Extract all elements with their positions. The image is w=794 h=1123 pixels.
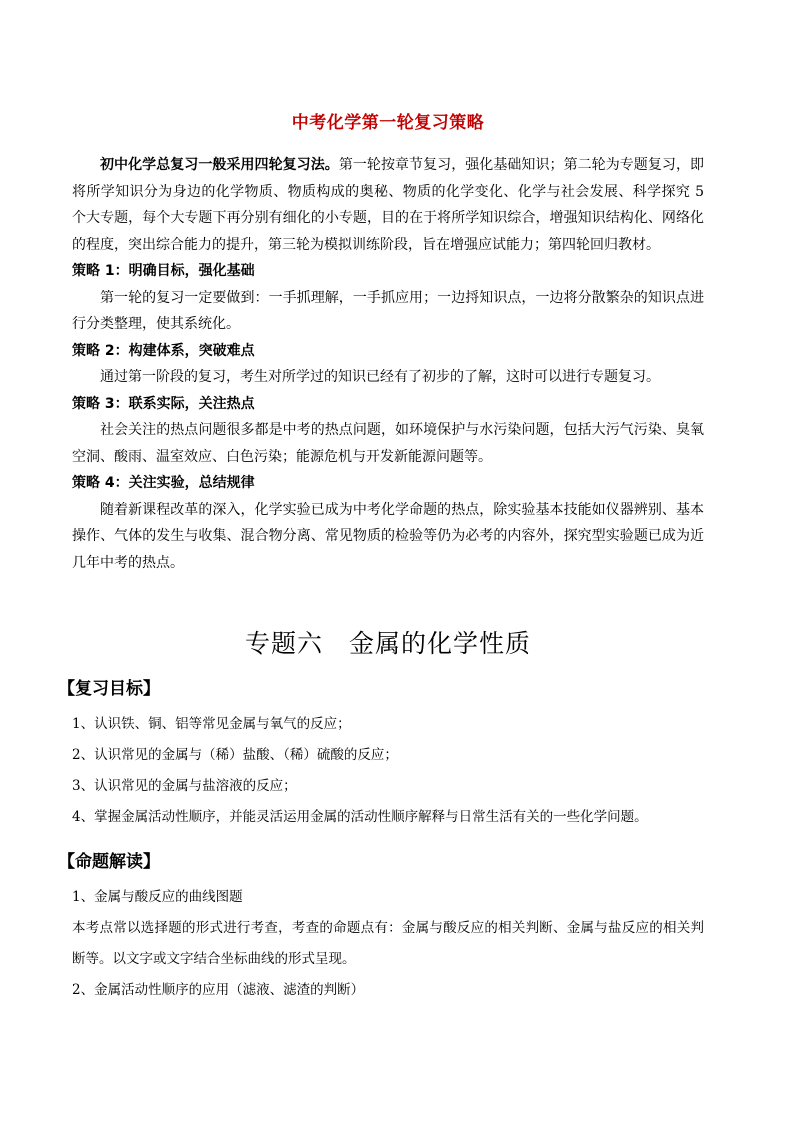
intro-text: 第一轮按章节复习，强化基础知识；第二轮为专题复习，即将所学知识分为身边的化学物质、物质构成的奥秘、物质的化学变化、化学与社会发展、科学探究 5 个大专题，每个大专题下再分别有细化的小专题，目的在于将所学知识综合，增强知识结构化、网络化的程度，突出综合能力的提升，第三轮为模拟训练阶段，旨在增强应试能力；第四轮回归教材。 — [72, 157, 705, 253]
analysis-item: 本考点常以选择题的形式进行考查，考查的命题点有：金属与酸反应的相关判断、金属与盐反应的相关判断等。以文字或文字结合坐标曲线的形式呈现。 — [72, 920, 704, 967]
strategy-2-heading: 策略 2：构建体系，突破难点 — [72, 342, 255, 359]
strategy-3-heading: 策略 3：联系实际，关注热点 — [72, 395, 255, 412]
analysis-item: 2、金属活动性顺序的应用（滤液、滤渣的判断） — [72, 982, 365, 998]
strategy-2-text: 通过第一阶段的复习，考生对所学过的知识已经有了初步的了解，这时可以进行专题复习。 — [100, 369, 660, 385]
strategy-1-heading: 策略 1：明确目标，强化基础 — [72, 263, 255, 279]
document-title: 中考化学第一轮复习策略 — [291, 113, 485, 133]
strategy-4-heading: 策略 4：关注实验，总结规律 — [72, 475, 255, 491]
review-goals-heading: 【复习目标】 — [58, 679, 160, 699]
analysis-item: 1、金属与酸反应的曲线图题 — [72, 889, 243, 905]
review-goal-item: 1、认识铁、铜、铝等常见金属与氧气的反应； — [72, 716, 351, 732]
analysis-list — [72, 882, 704, 1006]
intro-bold-lead: 初中化学总复习一般采用四轮复习法。 — [100, 157, 339, 173]
review-goal-item: 4、掌握金属活动性顺序，并能灵活运用金属的活动性顺序解释与日常生活有关的一些化学问题。 — [72, 809, 648, 825]
strategy-1-text: 第一轮的复习一定要做到：一手抓理解，一手抓应用；一边捋知识点，一边将分散繁杂的知识点进行分类整理，使其系统化。 — [72, 289, 704, 332]
strategy-4-text: 随着新课程改革的深入，化学实验已成为中考化学命题的热点，除实验基本技能如仪器辨别、基本操作、气体的发生与收集、混合物分离、常见物质的检验等仍为必考的内容外，探究型实验题已成为近几年中考的热点。 — [72, 501, 704, 571]
topic-title: 专题六 金属的化学性质 — [244, 629, 531, 658]
intro-paragraph — [72, 152, 704, 258]
review-goal-item: 3、认识常见的金属与盐溶液的反应； — [72, 778, 297, 794]
strategy-3-text: 社会关注的热点问题很多都是中考的热点问题，如环境保护与水污染问题，包括大污气污染、臭氧空洞、酸雨、温室效应、白色污染；能源危机与开发新能源问题等。 — [72, 422, 704, 465]
analysis-heading: 【命题解读】 — [58, 852, 160, 872]
review-goal-item: 2、认识常见的金属与（稀）盐酸、（稀）硫酸的反应； — [72, 747, 398, 763]
review-goals-list — [72, 709, 704, 833]
